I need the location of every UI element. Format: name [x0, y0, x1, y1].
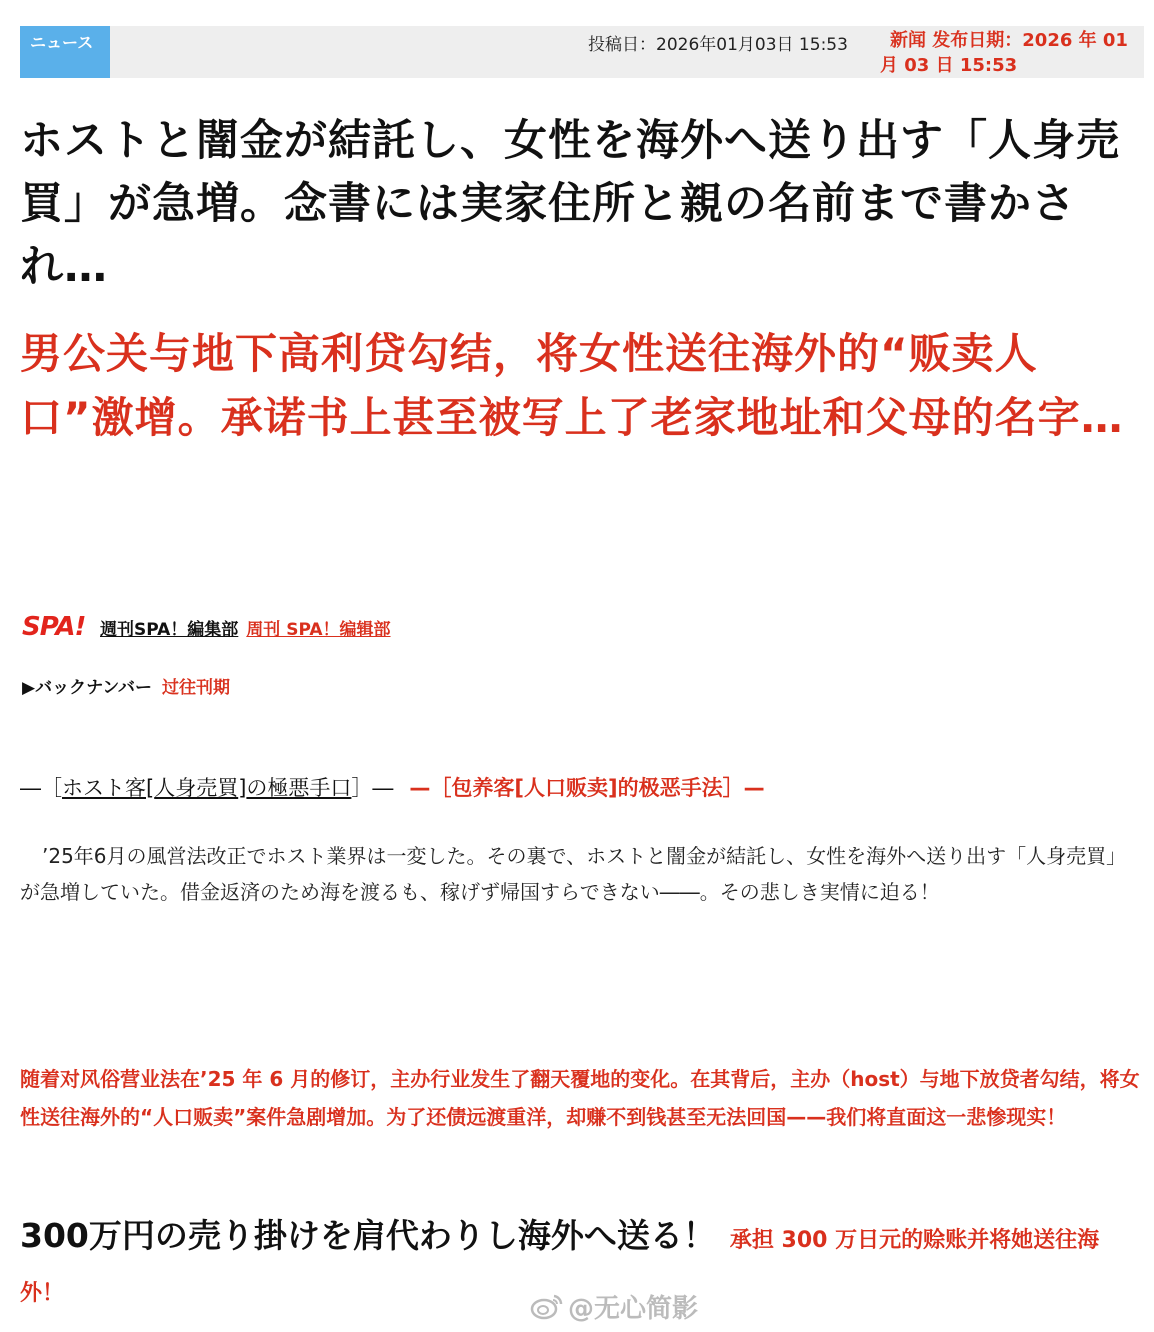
category-badge[interactable]: ニュース — [20, 26, 110, 78]
back-number-line — [22, 676, 230, 700]
series-link-trafficking[interactable]: 人身売買 — [154, 776, 239, 800]
series-heading — [20, 772, 765, 804]
series-bracket-close: ] — [238, 776, 247, 800]
subheading-translation: 承担 300 万日元的赊账并将她送往海外！ — [20, 1228, 1100, 1306]
subheading-text: 300万円の売り掛けを肩代わりし海外へ送る！ — [20, 1216, 716, 1255]
spa-logo[interactable]: SPA! — [22, 612, 86, 642]
play-arrow-icon: ▶ — [22, 678, 36, 698]
lead-paragraph-translation: 随着对风俗营业法在’25 年 6 月的修订，主办行业发生了翻天覆地的变化。在其背后，主办（host）与地下放贷者勾结，将女性送往海外的“人口贩卖”案件急剧增加。为了还债远渡重洋，却赚不到钱甚至无法回国——我们将直面这一悲惨现实！ — [20, 1067, 1140, 1129]
article-title-translation: 男公关与地下高利贷勾结，将女性送往海外的“贩卖人口”激增。承诺书上甚至被写上了老家地址和父母的名字… — [20, 329, 1124, 442]
watermark-text: @无心简影 — [568, 1294, 699, 1324]
series-dash-open: ―［ — [20, 776, 62, 800]
watermark — [530, 1288, 698, 1327]
post-date: 投稿日：2026年01月03日 15:53 — [588, 35, 848, 55]
series-link-host[interactable]: ホスト客 — [62, 776, 146, 800]
back-number-translation: 过往刊期 — [162, 678, 231, 698]
lead-paragraph: ’25年6月の風営法改正でホスト業界は一変した。その裏で、ホストと闇金が結託し、女性を海外へ送り出す「人身売買」が急増していた。借金返済のため海を渡るも、稼げず帰国すらできない――。その悲しき実情に迫る！ — [20, 844, 1127, 904]
back-number-link[interactable]: バックナンバー — [35, 678, 153, 698]
article-title: ホストと闇金が結託し、女性を海外へ送り出す「人身売買」が急増。念書には実家住所と親の名前まで書かされ… — [20, 116, 1120, 292]
weibo-icon — [530, 1292, 564, 1327]
meta-bar — [20, 26, 1144, 78]
series-dash-close: ］― — [351, 776, 394, 800]
series-link-method[interactable]: の極悪手口 — [246, 776, 352, 800]
author-translation: 周刊 SPA！编辑部 — [246, 620, 391, 640]
post-date-translation: 新闻 发布日期：2026 年 01 月 03 日 15:53 — [880, 30, 1128, 76]
author-link[interactable]: 週刊SPA！編集部 — [100, 620, 239, 640]
series-heading-translation: —［包养客[人口贩卖]的极恶手法］— — [409, 776, 765, 800]
series-bracket-open: [ — [146, 776, 155, 800]
author-line — [100, 618, 391, 642]
